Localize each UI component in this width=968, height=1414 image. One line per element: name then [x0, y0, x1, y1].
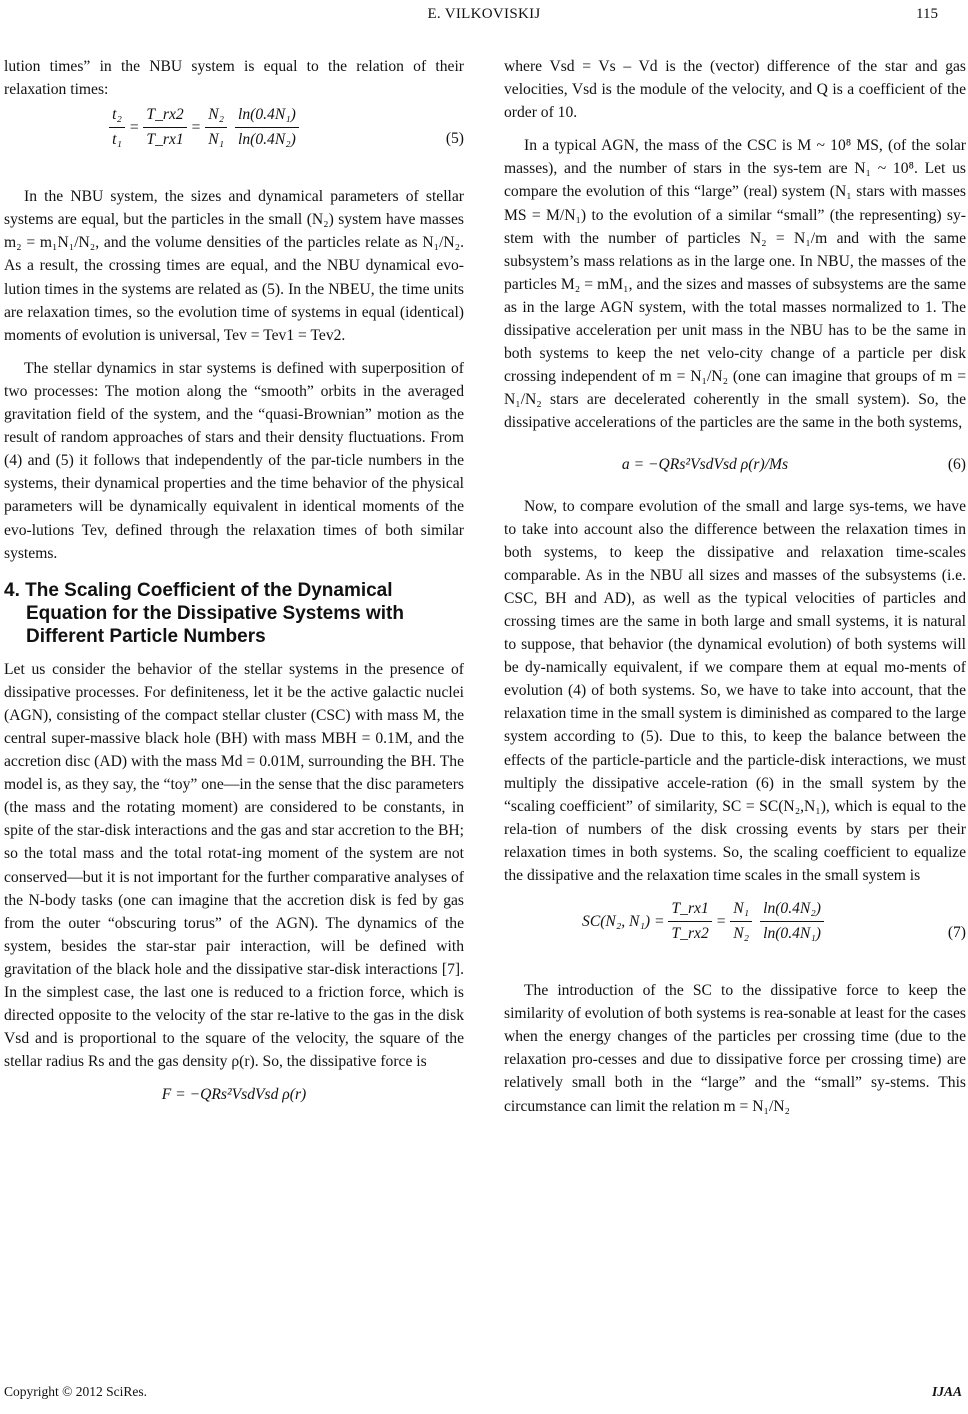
- eq7-n-num: N₁: [730, 897, 752, 922]
- eq5-ln-num: ln(0.4N₁): [235, 103, 299, 128]
- eq7-mid-num: T_rx1: [668, 897, 711, 922]
- eq6-text: a = −QRs²VsdVsd ρ(r)/Ms: [621, 455, 789, 473]
- page-footer: [0, 1384, 968, 1408]
- page-number: 115: [916, 6, 938, 22]
- equation-7: SC(N₂, N₁) = $\frac{T\_rx1}{T\_rx2}$ = $\frac{\text{N₁}}{\text{N₂}}$ $\frac{\text{ln(0.4N₂)}}{\text{ln(0.4N₁)}}$ (7): [504, 897, 966, 971]
- copyright: Copyright © 2012 SciRes.: [4, 1384, 148, 1399]
- equation-5: $\frac{\text{t₂}}{\text{t₁}}$ = $\frac{T\_rx2}{T\_rx1}$ = $\frac{\text{N₂}}{\text{N₁}}$ $\frac{\text{ln(0.4N₁)}}{\text{ln(0.4N₂)}}$ (5): [4, 103, 464, 177]
- equation-number: (5): [445, 130, 464, 148]
- equation-number: (7): [947, 924, 966, 942]
- eq5-mid-fraction: [143, 103, 186, 152]
- paragraph: Let us consider the behavior of the stellar systems in the presence of dissipative processes. For definiteness, let it be the active galactic nuclei (AGN), consisting of the compact stellar cluster (CSC) with mass M, the central super-massive black hole (BH) with mass MBH = 0.1M, and the accretion disc (AD) with the mass Md = 0.01M, surrounding the BH. The model is, as they say, the “toy” one—in the sense that the disc parameters (the mass and the rotating moment) are considered to be constants, in spite of the star-disk interactions and the gas and star accretion to the BH; so the total mass and the total rotat-ing moment of the system are not conserved—but it is not important for the further comparative analyses of the N-body tasks (one can imagine that the accretion disk is fed by gas from the outer “obscuring torus” of the AGN). The dynamics of the system, besides the star-star pair interaction, will be defined with gravitation of the black hole and the dissipative star-disk interactions [7]. In the simplest case, the last one is reduced to a friction force, which is directed opposite to the velocity of the star re-lative to the gas in the disk Vsd and is proportional to the square of the velocity, the square of the stellar radius Rs and the gas density ρ(r). So, the dissipative force is: [4, 660, 465, 1071]
- equation-6: [504, 447, 966, 487]
- eq5-lhs-num: t₂: [109, 103, 125, 128]
- eq7-n-fraction: [730, 897, 752, 946]
- eq5-mid-num: T_rx2: [143, 103, 186, 128]
- paragraph: In a typical AGN, the mass of the CSC is M ~ 10⁸ MS, (of the solar masses), and the number of stars in the sys-tem are N₁ ~ 10⁸. Let us compare the evolution of this “large” (real) system (N₁ stars with masses MS = M/N₁) to the evolution of a similar “small” (the representing) sy-stem with the number of particles N₂ = N₁/m and with the same subsystem’s mass relations as in the large one. In NBU, the masses of the particles M₂ = mM₁, and the sizes and masses of subsystems are the same as in the large AGN system, with the total masses normalized to 1. The dissipative acceleration per unit mass in the NBU has to be the same in both systems to keep the net velo-city change of a particle per disk crossing independent of m = N₁/N₂ (one can imagine that groups of m = N₁/N₂ stars are decelerated coherently in the small system). So, the dissipative accelerations of the particles are the same in the both systems,: [504, 137, 966, 432]
- page-header: [0, 4, 968, 26]
- eq5-n-num: N₂: [205, 103, 227, 128]
- eq7-ln-fraction: [760, 897, 824, 946]
- eq5-ln-fraction: [235, 103, 299, 152]
- equation-number: (6): [947, 455, 966, 473]
- section-heading: 4. The Scaling Coefficient of the Dynamical Equation for the Dissipative Systems with Different Particle Numbers: [4, 579, 404, 647]
- eq5-ln-den: ln(0.4N₂): [238, 131, 296, 149]
- eq7-mid-fraction: [668, 897, 711, 946]
- eq7-mid-den: T_rx2: [671, 925, 709, 943]
- paragraph: where Vsd = Vs – Vd is the (vector) difference of the star and gas velocities, Vsd is the module of the velocity, and Q is a coefficient of the order of 10.: [504, 58, 966, 122]
- right-column: [504, 55, 966, 1118]
- force-equation: F = −QRs²VsdVsd ρ(r): [161, 1086, 307, 1104]
- journal-name: IJAA: [931, 1384, 962, 1399]
- eq5-n-den: N₁: [208, 131, 225, 149]
- eq7-ln-num: ln(0.4N₂): [760, 897, 824, 922]
- paragraph: In the NBU system, the sizes and dynamical parameters of stellar systems are equal, but the particles in the small (N₂) system have masses m₂ = m₁N₁/N₂, and the volume densities of the particles relate as N₁/N₂. As a result, the crossing times are equal, and the NBU dynamical evo-lution times in the systems are related as (5). In the NBEU, the time units are relaxation times, so the evolution time of systems in equal (identical) moments of evolution is universal, Tev = Tev1 = Tev2.: [4, 188, 464, 344]
- paragraph: lution times” in the NBU system is equal to the relation of their relaxation times:: [4, 58, 464, 99]
- eq5-lhs-fraction: [109, 103, 125, 152]
- running-head: E. VILKOVISKIJ: [427, 6, 541, 22]
- paragraph: Now, to compare evolution of the small and large sys-tems, we have to take into account also the difference between the relaxation times in both systems, to keep the dissipative and relaxation time-scales comparable. As in the NBU all sizes and masses of the subsystems (i.e. CSC, BH and AD), as well as the typical velocities of particles and crossing times are the same in both large and small systems, it is natural to suppose, that behavior (the dynamical evolution) of both systems will be dy-namically equivalent, if we compare them at equal mo-ments of evolution (4) of both systems. So, we have to take into account, that the relaxation time in the small system is diminished as compared to the large system according to (5). Due to this, to keep the balance between the effects of the particle-particle and the particle-disk interactions, we must multiply the dissipative accele-ration (6) in the small system by the “scaling coefficient” of similarity, SC = SC(N₂,N₁), which is equal to the rela-tion of numbers of the disk crossing events by stars per their relaxation times in both systems. So, the scaling coefficient to equalize the dissipative and the relaxation time scales in the small system is: [504, 497, 966, 884]
- eq5-mid-den: T_rx1: [146, 131, 184, 149]
- left-column: [4, 55, 464, 1123]
- eq7-ln-den: ln(0.4N₁): [763, 925, 821, 943]
- equation-force: [4, 1075, 464, 1115]
- eq5-lhs-den: t₁: [112, 131, 122, 149]
- paragraph: The introduction of the SC to the dissipative force to keep the similarity of evolution of both systems is rea-sonable at least for the cases when the energy changes of the particles per crossing time (due to the relaxation pro-cesses and due to dissipative force per crossing time) are relatively small both in the “large” and the “small” sy-stems. This circumstance can limit the relation m = N₁/N₂: [504, 982, 966, 1115]
- paragraph: The stellar dynamics in star systems is defined with superposition of two processes: The motion along the “smooth” orbits in the averaged gravitation field of the system, and the “quasi-Brownian” motion as the result of random approaches of stars and their density fluctuations. From (4) and (5) it follows that independently of the par-ticle numbers in the systems, their dynamical properties and the time behavior of the physical parameters will be dynamically equivalent in identical moments of the evo-lutions Tev, defined through the relaxation times of both similar systems.: [4, 359, 464, 562]
- eq7-n-den: N₂: [733, 925, 750, 943]
- eq5-n-fraction: [205, 103, 227, 152]
- eq7-lhs: SC(N₂, N₁) =: [582, 913, 665, 931]
